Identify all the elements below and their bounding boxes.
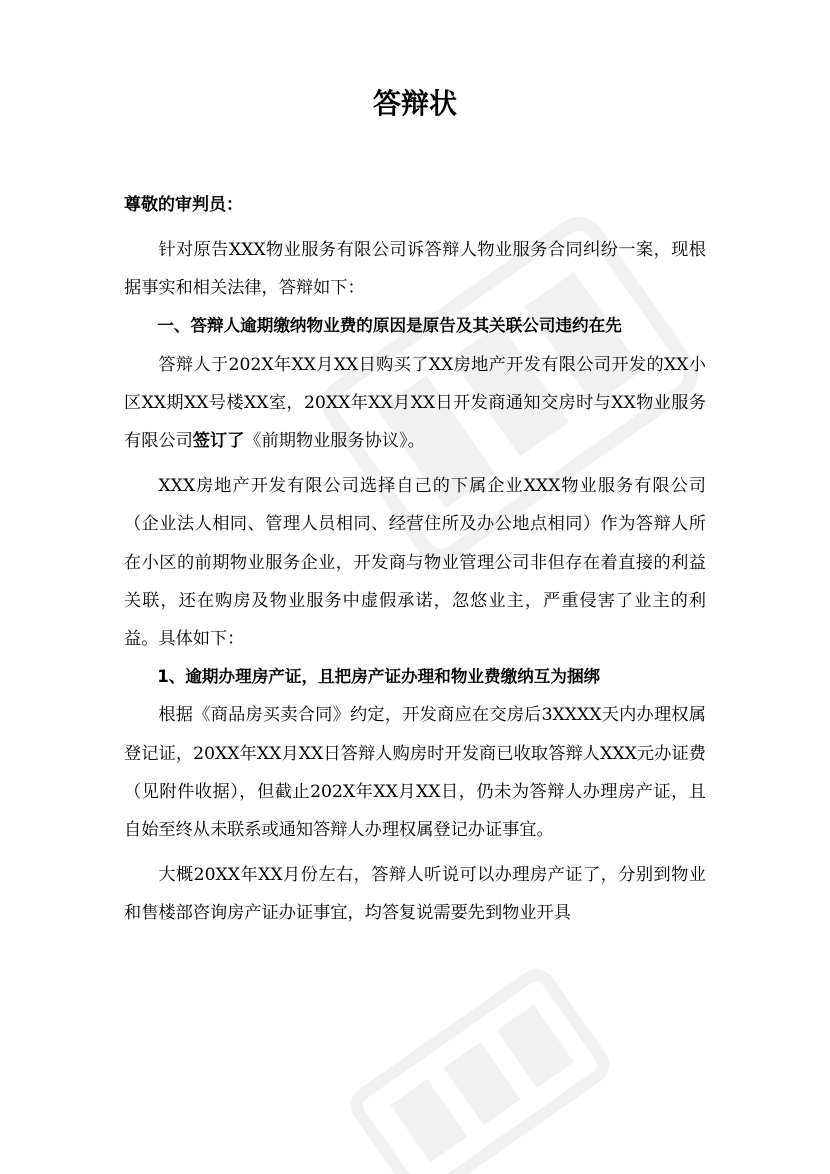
paragraph-purchase-text: 答辩人于202X年XX月XX日购买了XX房地产开发有限公司开发的XX小区XX期XX号楼XX室，20XX年XX月XX日开发商通知交房时与XX物业服务有限公司 [124,354,706,452]
paragraph-developer: XXX房地产开发有限公司选择自己的下属企业XXX物业服务有限公司（企业法人相同、管理人员相同、经营住所及办公地点相同）作为答辩人所在小区的前期物业服务企业，开发商与物业管理公司非但存在着直接的利益关联，还在购房及物业服务中虚假承诺，忽悠业主，严重侵害了业主的利益。具体如下： [124,476,706,650]
paragraph-certificate: 根据《商品房买卖合同》约定，开发商应在交房后3XXXX天内办理权属登记证，20XX年XX月XX日答辩人购房时开发商已收取答辩人XXX元办证费（见附件收据），但截止202X年XX月XX日，仍未为答辩人办理房产证，且自始至终从未联系或通知答辩人办理权属登记办证事宜。 [124,705,706,841]
salutation: 尊敬的审判员： [124,195,243,215]
paragraph-inquiry: 大概20XX年XX月份左右，答辩人听说可以办理房产证了，分别到物业和售楼部咨询房产证办证事宜，均答复说需要先到物业开具 [124,865,706,924]
watermark-stamp-icon [330,949,629,1174]
paragraph-purchase [124,346,706,461]
document-body [124,70,706,933]
intro-paragraph: 针对原告XXX物业服务有限公司诉答辩人物业服务合同纠纷一案，现根据事实和相关法律，答辩如下： [124,240,706,299]
section-heading-1: 一、答辩人逾期缴纳物业费的原因是原告及其关联公司违约在先 [157,316,622,336]
document-title: 答辩状 [372,87,457,120]
subheading-1: 1、逾期办理房产证，且把房产证办理和物业费缴纳互为捆绑 [157,667,601,687]
emphasis-signed: 签订了 [192,431,245,452]
paragraph-purchase-tail: 《前期物业服务协议》。 [244,431,425,452]
